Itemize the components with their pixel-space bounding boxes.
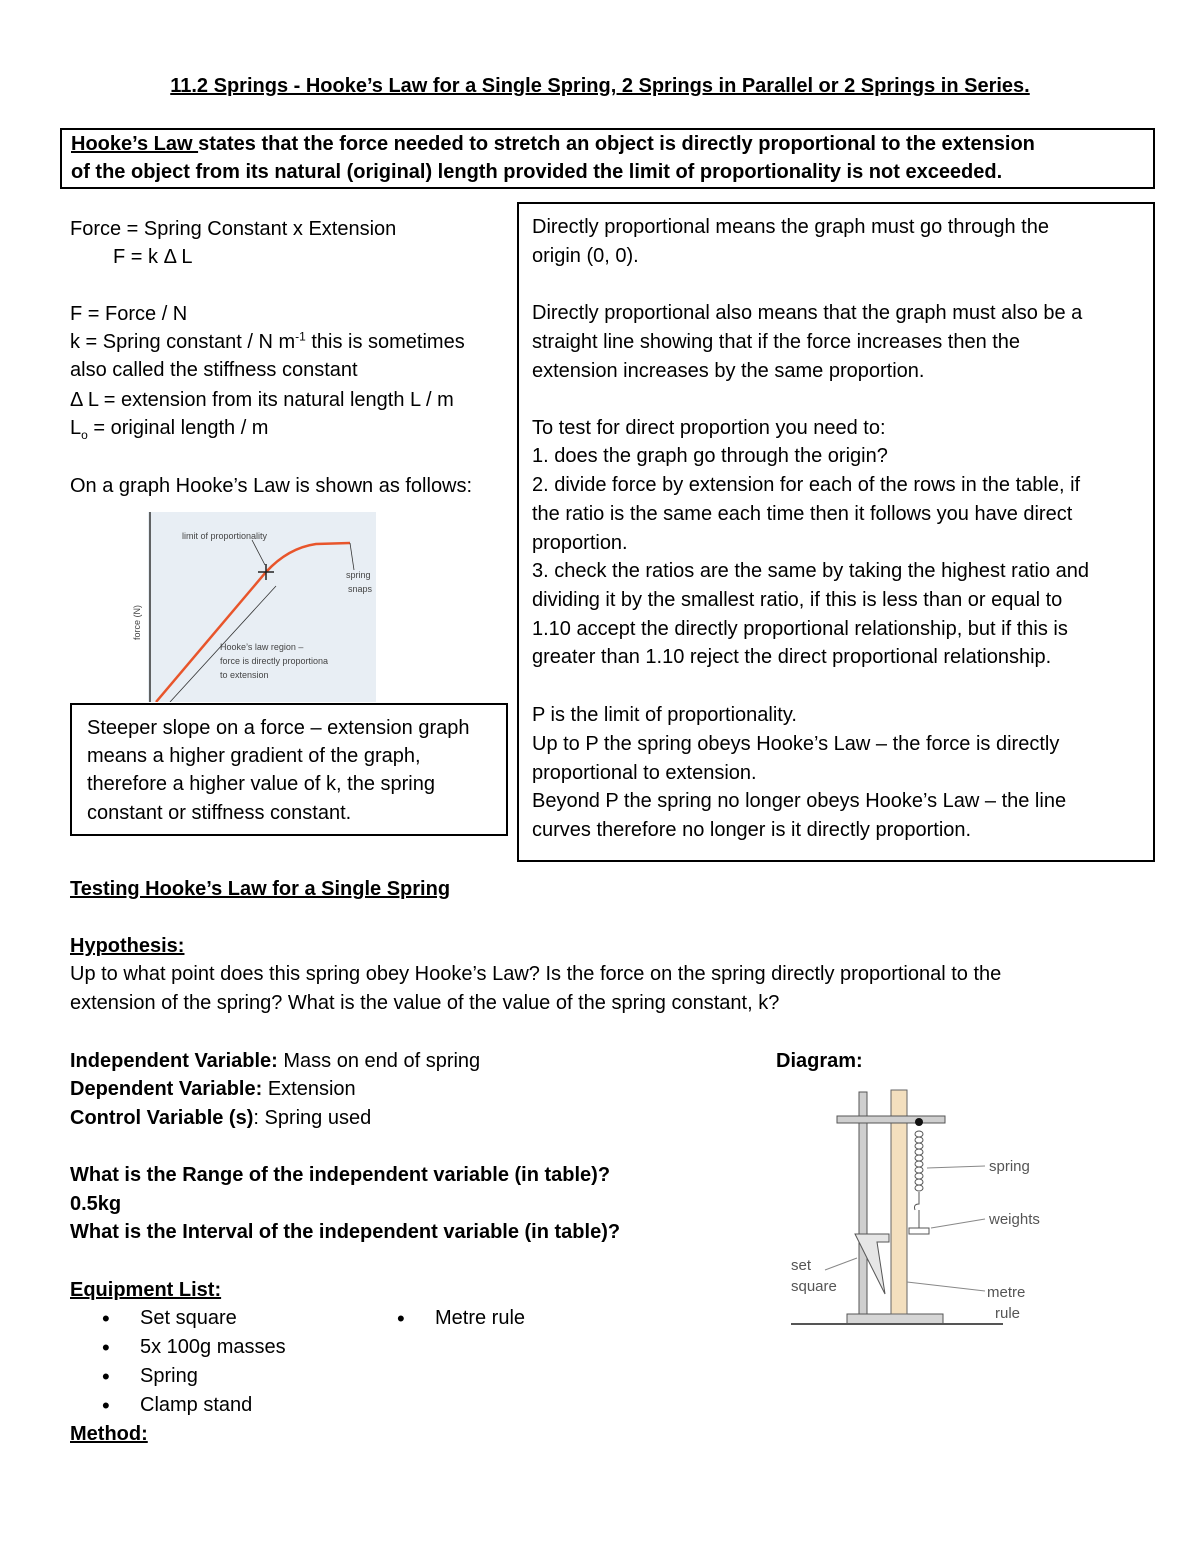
metre-rule <box>891 1090 907 1314</box>
dependent-variable: Dependent Variable: Extension <box>70 1078 356 1100</box>
spring-leader <box>927 1166 985 1168</box>
def-extension: Δ L = extension from its natural length L / m <box>70 389 454 411</box>
spring-icon <box>915 1131 924 1210</box>
clamp-arm <box>837 1116 945 1123</box>
metre-rule-leader <box>907 1282 985 1291</box>
list-item: • Set square <box>70 1304 286 1333</box>
steeper-line-2: means a higher gradient of the graph, <box>87 745 421 767</box>
hookes-law-graph <box>128 512 376 702</box>
spring-apparatus-diagram <box>785 1082 1065 1352</box>
dp-p3-l4: the ratio is the same each time then it follows you have direct <box>532 503 1073 525</box>
diagram-label: Diagram: <box>776 1050 863 1072</box>
dp-p4-l2: Up to P the spring obeys Hooke’s Law – the force is directly <box>532 733 1060 755</box>
metre-rule-label-1: metre <box>987 1284 1026 1301</box>
dp-p3-l6: 3. check the ratios are the same by taking the highest ratio and <box>532 560 1089 582</box>
list-item: • Clamp stand <box>70 1391 286 1420</box>
snaps-label-1: spring <box>346 570 371 580</box>
set-square-label-2: square <box>791 1278 837 1295</box>
weights-label: weights <box>989 1211 1040 1228</box>
dp-p3-l1: To test for direct proportion you need to: <box>532 417 886 439</box>
equipment-list-1 <box>70 1304 286 1420</box>
hypothesis-line-2: extension of the spring? What is the value of the value of the spring constant, k? <box>70 992 780 1014</box>
hookes-law-line1: Hooke’s Law states that the force needed to stretch an object is directly proportional to the extension <box>71 133 1035 155</box>
control-variable: Control Variable (s): Spring used <box>70 1107 372 1129</box>
dp-p2-l2: straight line showing that if the force increases then the <box>532 331 1021 353</box>
page-title: 11.2 Springs - Hooke’s Law for a Single Spring, 2 Springs in Parallel or 2 Springs in Series. <box>170 75 1030 97</box>
dp-p1-l1: Directly proportional means the graph must go through the <box>532 216 1049 238</box>
dp-p2-l1: Directly proportional also means that the graph must also be a <box>532 302 1083 324</box>
dp-p4-l4: Beyond P the spring no longer obeys Hooke’s Law – the line <box>532 790 1067 812</box>
formula-words: Force = Spring Constant x Extension <box>70 218 397 240</box>
stand-base <box>847 1314 943 1324</box>
steeper-line-3: therefore a higher value of k, the spring <box>87 773 435 795</box>
dp-p3-l9: greater than 1.10 reject the direct proportional relationship. <box>532 646 1052 668</box>
dp-p4-l5: curves therefore no longer is it directly proportion. <box>532 819 972 841</box>
hookes-law-box <box>60 128 1155 189</box>
independent-variable: Independent Variable: Mass on end of spring <box>70 1050 481 1072</box>
spring-label: spring <box>989 1158 1030 1175</box>
equipment-list-2 <box>365 1304 525 1333</box>
metre-rule-label-2: rule <box>995 1305 1021 1322</box>
hypothesis-line-1: Up to what point does this spring obey Hooke’s Law? Is the force on the spring directly proportional to the <box>70 963 1002 985</box>
equipment-label: Equipment List: <box>70 1279 222 1301</box>
interval-question: What is the Interval of the independent variable (in table)? <box>70 1221 621 1243</box>
region-label-1: Hooke’s law region – <box>220 642 304 652</box>
snaps-label-2: snaps <box>348 584 373 594</box>
dp-p2-l3: extension increases by the same proportion. <box>532 360 925 382</box>
dp-p3-l3: 2. divide force by extension for each of the rows in the table, if <box>532 474 1081 496</box>
spring-hook-point <box>915 1118 923 1126</box>
weights-leader <box>931 1219 985 1228</box>
hypothesis-label: Hypothesis: <box>70 935 185 957</box>
testing-heading: Testing Hooke’s Law for a Single Spring <box>70 878 451 900</box>
range-question: What is the Range of the independent variable (in table)? <box>70 1164 611 1186</box>
list-item: • Spring <box>70 1362 286 1391</box>
dp-p4-l1: P is the limit of proportionality. <box>532 704 797 726</box>
range-answer: 0.5kg <box>70 1193 122 1215</box>
dp-p1-l2: origin (0, 0). <box>532 245 639 267</box>
graph-intro: On a graph Hooke’s Law is shown as follows: <box>70 475 473 497</box>
list-item: • 5x 100g masses <box>70 1333 286 1362</box>
y-axis-label: force (N) <box>132 604 142 640</box>
formula-symbols: F = k Δ L <box>113 246 193 268</box>
region-label-3: to extension <box>220 670 269 680</box>
hookes-law-term: Hooke’s Law <box>71 133 199 155</box>
dp-p4-l3: proportional to extension. <box>532 762 757 784</box>
dp-p3-l7: dividing it by the smallest ratio, if this is less than or equal to <box>532 589 1063 611</box>
steeper-line-1: Steeper slope on a force – extension graph <box>87 717 470 739</box>
def-original-length: $L_o$ = original length / m <box>70 417 269 442</box>
hookes-law-line2: of the object from its natural (original) length provided the limit of proportionality is not exceeded. <box>71 161 1003 183</box>
weights-hanger <box>909 1210 929 1234</box>
region-label-2: force is directly proportiona <box>220 656 329 666</box>
set-square-label-1: set <box>791 1257 812 1274</box>
list-item: • Metre rule <box>365 1304 525 1333</box>
dp-p3-l2: 1. does the graph go through the origin? <box>532 445 888 467</box>
limit-label: limit of proportionality <box>182 531 268 541</box>
steeper-slope-box <box>70 703 508 836</box>
clamp-stand-rod <box>859 1092 867 1314</box>
def-spring-constant: k = Spring constant / N $m^{-1}$ this is sometimes <box>70 329 465 353</box>
dp-p3-l5: proportion. <box>532 532 628 554</box>
def-force: F = Force / N <box>70 303 188 325</box>
direct-proportion-box <box>517 202 1155 862</box>
steeper-line-4: constant or stiffness constant. <box>87 802 352 824</box>
def-stiffness: also called the stiffness constant <box>70 359 358 381</box>
method-label: Method: <box>70 1423 148 1445</box>
dp-p3-l8: 1.10 accept the directly proportional relationship, but if this is <box>532 618 1068 640</box>
set-square-leader <box>825 1258 857 1270</box>
